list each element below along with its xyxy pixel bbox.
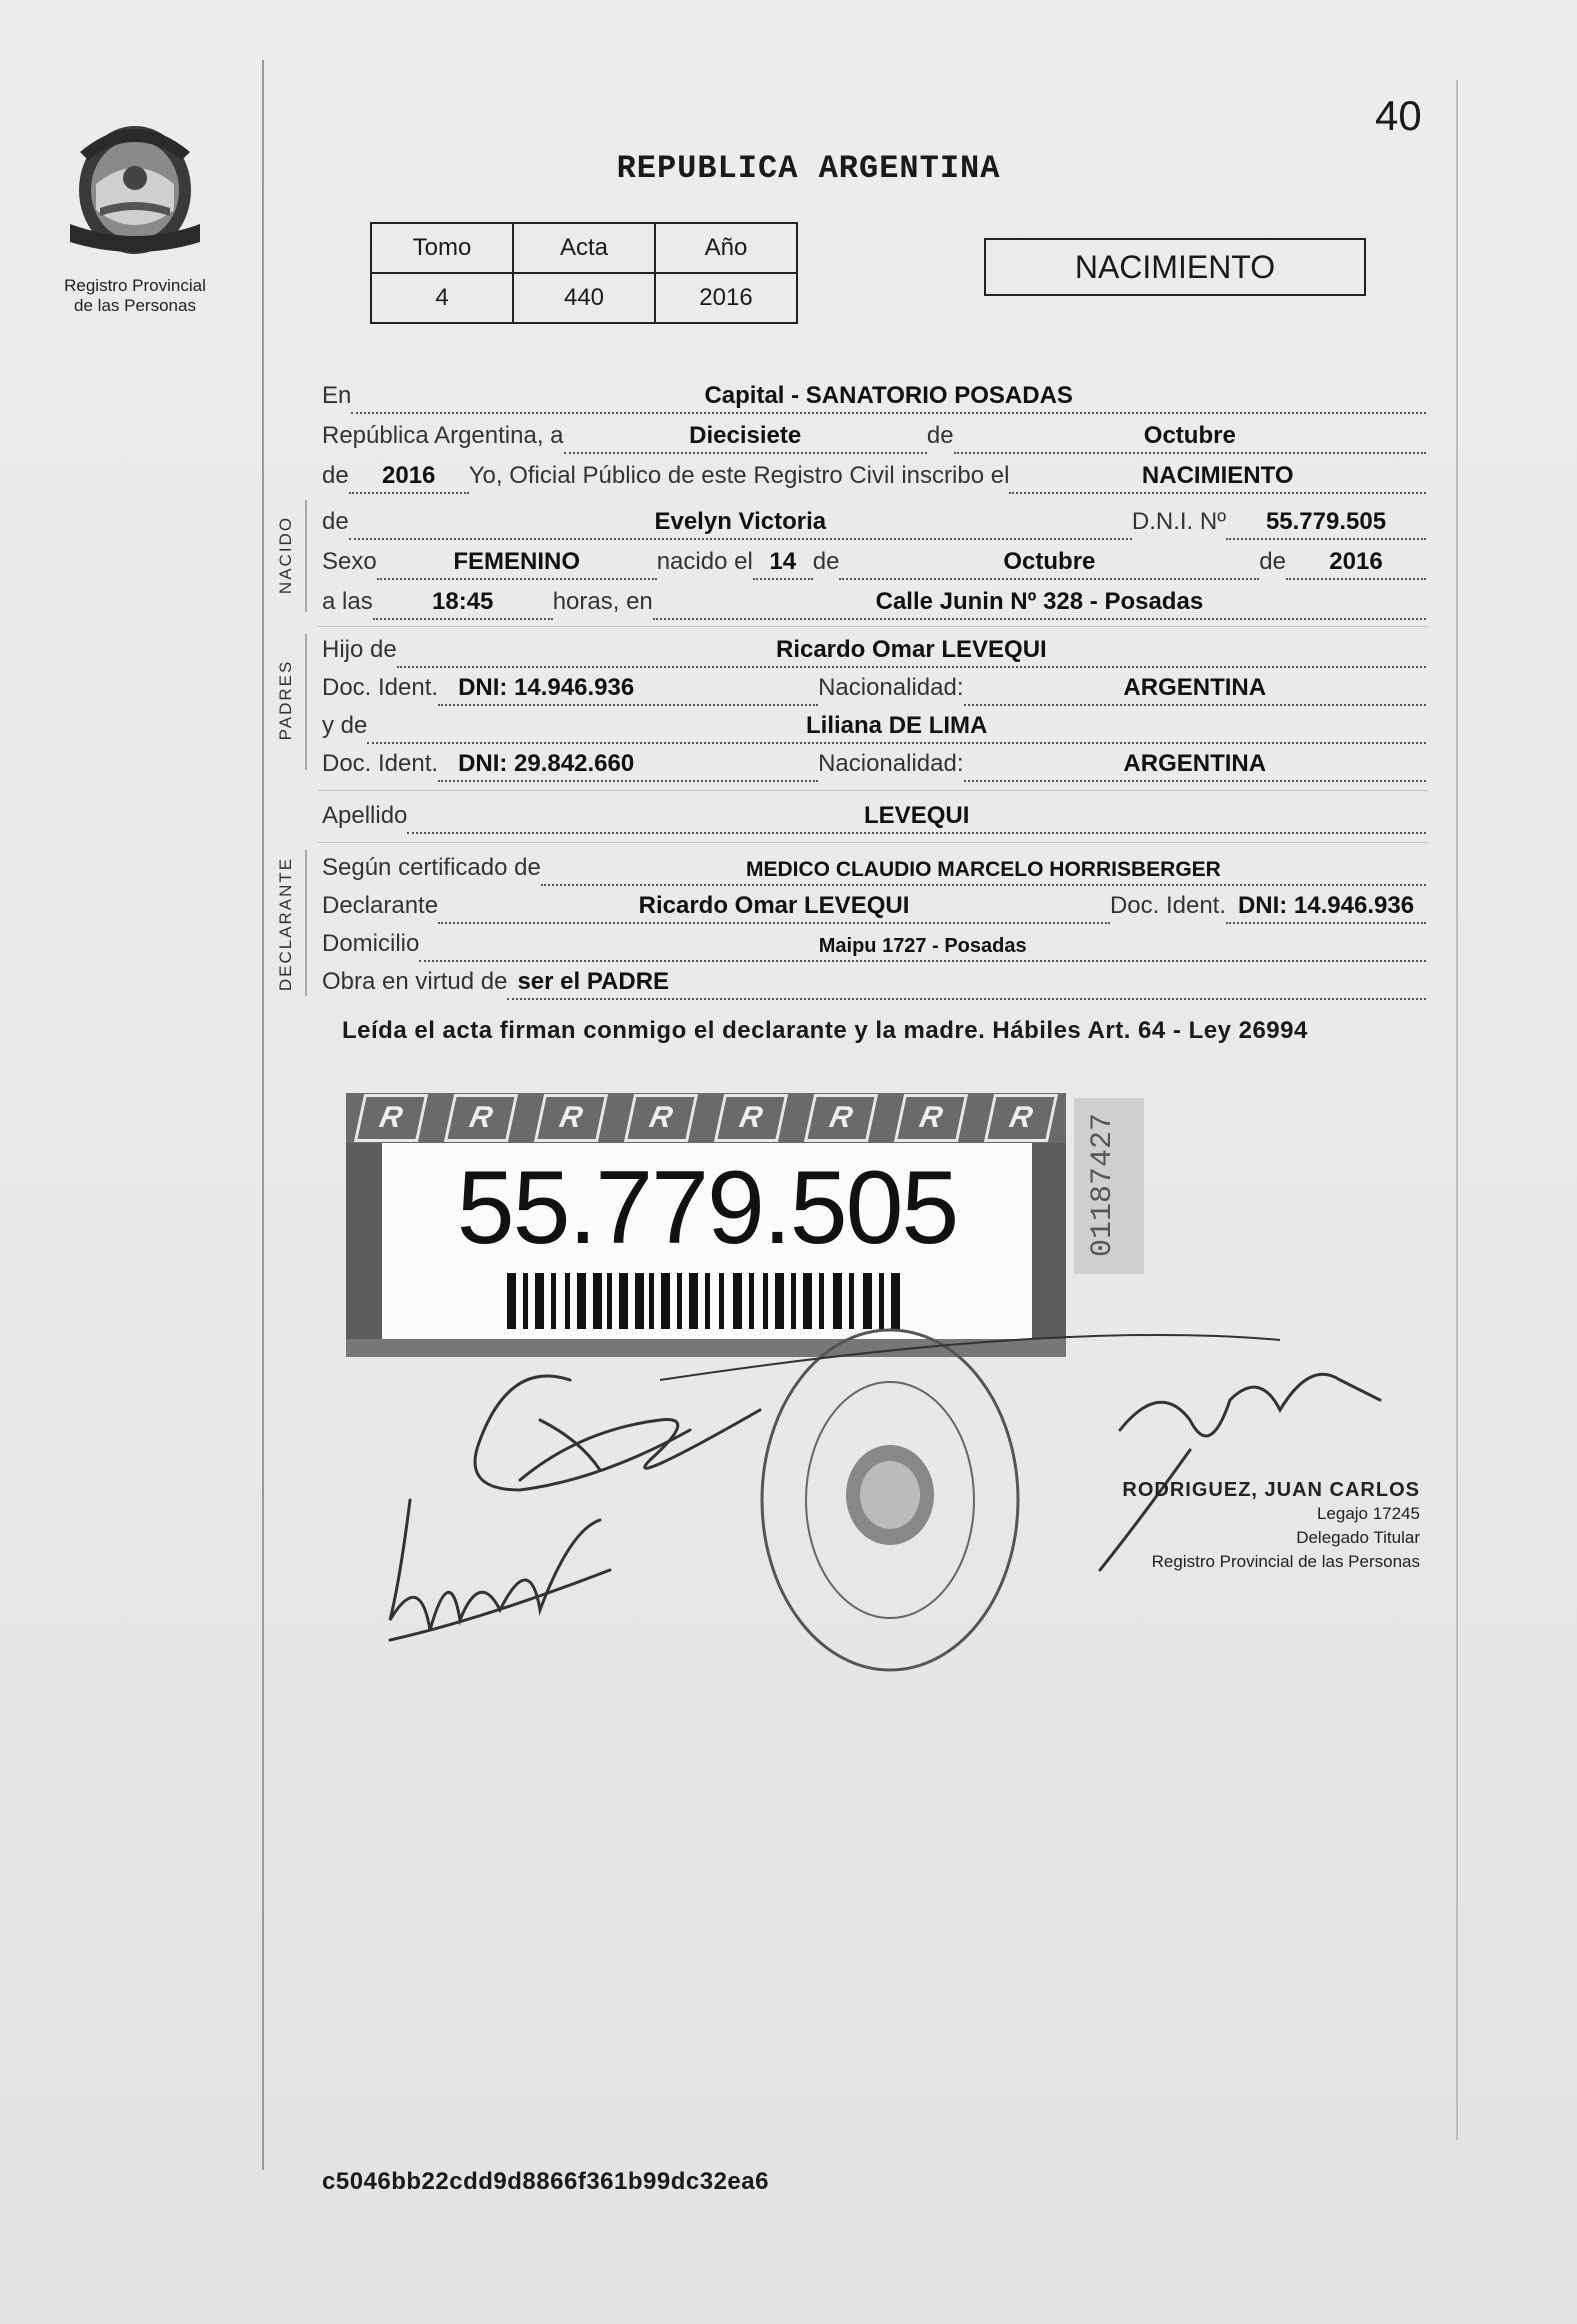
birth-year-field xyxy=(1286,542,1426,580)
official-role: Delegado Titular xyxy=(1296,1528,1420,1547)
year-prefix-label: de xyxy=(322,462,349,489)
declarante-section-label: DECLARANTE xyxy=(276,856,295,992)
sticker-card xyxy=(382,1143,1032,1339)
row-hora xyxy=(322,580,1426,620)
declarante-value: Ricardo Omar LEVEQUI xyxy=(638,892,910,919)
sticker-logo-icon: R xyxy=(894,1094,968,1142)
domicilio-label: Domicilio xyxy=(322,930,420,957)
sexo-label: Sexo xyxy=(322,548,377,575)
declarante-label: Declarante xyxy=(322,892,439,919)
birth-de-label: de xyxy=(812,548,840,575)
row-sexo xyxy=(322,540,1426,580)
declarante-doc-value: DNI: 14.946.936 xyxy=(1237,892,1415,919)
sticker-logo-icon: R xyxy=(444,1094,518,1142)
birth-de-label-2: de xyxy=(1259,548,1286,575)
declarante-section-bar xyxy=(305,850,307,996)
row-father-doc xyxy=(322,666,1426,706)
month-field xyxy=(954,416,1426,454)
sticker-logo-icon: R xyxy=(984,1094,1058,1142)
misiones-coat-of-arms-icon xyxy=(66,112,204,262)
sticker-top-band xyxy=(346,1093,1066,1143)
horas-label: horas, en xyxy=(552,588,653,615)
mother-field xyxy=(367,706,1426,744)
legal-text: Leída el acta firman conmigo el declarante y la madre. Hábiles Art. 64 - Ley 26994 xyxy=(342,1017,1308,1044)
father-nat-field xyxy=(964,668,1427,706)
row-y-de xyxy=(322,704,1426,744)
nacido-de-label: de xyxy=(322,508,349,535)
padres-section-bar xyxy=(305,634,307,770)
row-yo xyxy=(322,454,1426,494)
section-divider xyxy=(318,842,1428,843)
section-divider xyxy=(318,626,1428,627)
cert-value: MEDICO CLAUDIO MARCELO HORRISBERGER xyxy=(745,858,1221,881)
dni-label: D.N.I. Nº xyxy=(1131,508,1226,535)
record-type-box: NACIMIENTO xyxy=(984,238,1366,296)
row-certificado xyxy=(322,846,1426,886)
y-de-label: y de xyxy=(322,712,368,739)
day-words-value: Diecisiete xyxy=(689,422,802,449)
sexo-field xyxy=(377,542,657,580)
mother-signature-icon xyxy=(390,1500,610,1640)
row-domicilio xyxy=(322,922,1426,962)
republica-label: República Argentina, a xyxy=(322,422,564,449)
mother-nat-value: ARGENTINA xyxy=(1123,750,1267,777)
domicilio-field xyxy=(419,924,1426,962)
domicilio-value: Maipu 1727 - Posadas xyxy=(818,935,1027,957)
birth-time-field xyxy=(373,582,553,620)
sticker-serial: 01187427 xyxy=(1086,1112,1120,1258)
acta-header: Acta xyxy=(513,223,655,273)
a-las-label: a las xyxy=(322,588,373,615)
document-hash: c5046bb22cdd9d8866f361b99dc32ea6 xyxy=(322,2168,769,2195)
child-name-field xyxy=(349,502,1132,540)
official-agency: Registro Provincial de las Personas xyxy=(1151,1552,1420,1571)
yo-label: Yo, Oficial Público de este Registro Civil inscribo el xyxy=(468,462,1010,489)
mother-doc-label: Doc. Ident. xyxy=(322,750,439,777)
birth-place-field xyxy=(653,582,1426,620)
anio-value: 2016 xyxy=(655,273,797,323)
sticker-logo-icon: R xyxy=(804,1094,878,1142)
right-margin-rule xyxy=(1456,80,1458,2140)
section-divider xyxy=(318,790,1428,791)
official-legajo: Legajo 17245 xyxy=(1316,1504,1420,1523)
birth-place-value: Calle Junin Nº 328 - Posadas xyxy=(875,588,1204,615)
cert-field xyxy=(541,848,1426,886)
birth-year-value: 2016 xyxy=(1329,548,1383,575)
agency-line-2: de las Personas xyxy=(74,296,196,315)
row-hijo-de xyxy=(322,628,1426,668)
padres-section-label: PADRES xyxy=(276,659,295,741)
security-sticker xyxy=(346,1093,1066,1357)
page-number: 40 xyxy=(1375,92,1422,139)
hijo-de-label: Hijo de xyxy=(322,636,397,663)
sticker-logo-icon: R xyxy=(714,1094,788,1142)
birth-time-value: 18:45 xyxy=(432,588,494,615)
father-nat-value: ARGENTINA xyxy=(1123,674,1267,701)
declarante-doc-label: Doc. Ident. xyxy=(1109,892,1226,919)
en-value: Capital - SANATORIO POSADAS xyxy=(704,382,1073,409)
declarante-doc-field xyxy=(1226,886,1426,924)
father-field xyxy=(397,630,1426,668)
acta-value: 440 xyxy=(513,273,655,323)
record-table-value-row xyxy=(371,273,797,323)
birth-month-field xyxy=(839,542,1259,580)
en-field xyxy=(351,376,1426,414)
father-doc-label: Doc. Ident. xyxy=(322,674,439,701)
birth-day-value: 14 xyxy=(769,548,797,575)
anio-header: Año xyxy=(655,223,797,273)
row-obra xyxy=(322,960,1426,1000)
year-value: 2016 xyxy=(382,462,436,489)
mother-doc-value: DNI: 29.842.660 xyxy=(458,750,635,777)
inscribo-value: NACIMIENTO xyxy=(1141,462,1294,489)
father-doc-value: DNI: 14.946.936 xyxy=(458,674,635,701)
nacido-section-label: NACIDO xyxy=(276,515,295,595)
declarant-signature-icon xyxy=(475,1376,760,1490)
row-nacido-name xyxy=(322,500,1426,540)
month-value: Octubre xyxy=(1143,422,1236,449)
left-margin-rule xyxy=(262,60,264,2170)
nacido-section-bar xyxy=(305,500,307,612)
apellido-value: LEVEQUI xyxy=(864,802,970,829)
row-declarante xyxy=(322,884,1426,924)
sticker-logo-icon: R xyxy=(354,1094,428,1142)
child-dni-value: 55.779.505 xyxy=(1265,508,1387,535)
official-stamp xyxy=(1080,1478,1420,1574)
birth-month-value: Octubre xyxy=(1003,548,1096,575)
mother-value: Liliana DE LIMA xyxy=(806,712,988,739)
cert-label: Según certificado de xyxy=(322,854,541,881)
sticker-logo-icon: R xyxy=(534,1094,608,1142)
apellido-field xyxy=(407,796,1426,834)
father-value: Ricardo Omar LEVEQUI xyxy=(775,636,1047,663)
row-republica xyxy=(322,414,1426,454)
apellido-label: Apellido xyxy=(322,802,408,829)
row-apellido xyxy=(322,794,1426,834)
mother-nat-label: Nacionalidad: xyxy=(818,750,964,777)
sexo-value: FEMENINO xyxy=(453,548,581,575)
declarante-field xyxy=(438,886,1110,924)
tomo-header: Tomo xyxy=(371,223,513,273)
row-mother-doc xyxy=(322,742,1426,782)
child-dni-field xyxy=(1226,502,1426,540)
official-name: RODRIGUEZ, JUAN CARLOS xyxy=(1122,1479,1420,1501)
father-nat-label: Nacionalidad: xyxy=(818,674,964,701)
obra-field xyxy=(507,962,1426,1000)
mother-nat-field xyxy=(964,744,1427,782)
document-title: REPUBLICA ARGENTINA xyxy=(616,150,1001,187)
obra-label: Obra en virtud de xyxy=(322,968,508,995)
day-words-field xyxy=(564,416,927,454)
tomo-value: 4 xyxy=(371,273,513,323)
agency-line-1: Registro Provincial xyxy=(64,276,206,295)
obra-value: ser el PADRE xyxy=(517,968,670,995)
agency-caption xyxy=(30,276,240,316)
birth-day-field xyxy=(753,542,813,580)
de-label: de xyxy=(926,422,954,449)
record-table-header-row xyxy=(371,223,797,273)
nacido-el-label: nacido el xyxy=(656,548,753,575)
record-table xyxy=(370,222,798,324)
child-name-value: Evelyn Victoria xyxy=(654,508,827,535)
sticker-dni-number: 55.779.505 xyxy=(456,1150,958,1266)
en-label: En xyxy=(322,382,352,409)
year-field xyxy=(349,456,469,494)
row-en xyxy=(322,374,1426,414)
sticker-logo-icon: R xyxy=(624,1094,698,1142)
inscribo-field xyxy=(1009,456,1426,494)
mother-doc-field xyxy=(438,744,818,782)
father-doc-field xyxy=(438,668,818,706)
